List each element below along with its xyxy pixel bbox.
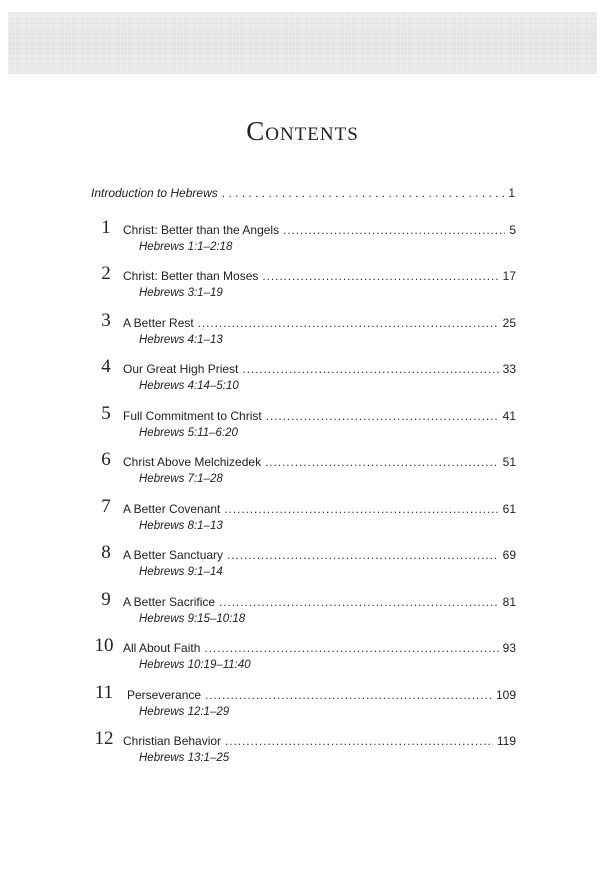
chapter-number: 6 bbox=[101, 449, 111, 470]
chapter-number: 10 bbox=[94, 635, 114, 656]
chapter-number: 12 bbox=[94, 728, 114, 749]
chapter-number: 2 bbox=[101, 263, 111, 284]
chapter-title: Christian Behavior bbox=[123, 734, 222, 748]
dot-leader bbox=[242, 362, 498, 376]
dot-leader bbox=[227, 548, 499, 562]
page-number: 119 bbox=[496, 734, 516, 748]
dot-leader bbox=[266, 409, 499, 423]
scripture-reference: Hebrews 8:1–13 bbox=[139, 520, 223, 532]
page-number: 5 bbox=[509, 223, 516, 237]
chapter-title: Christ Above Melchizedek bbox=[123, 455, 262, 469]
chapter-number: 8 bbox=[101, 542, 111, 563]
chapter-title: A Better Rest bbox=[123, 316, 194, 330]
page-number: 51 bbox=[502, 455, 516, 469]
dot-leader bbox=[283, 223, 505, 237]
toc-intro-entry[interactable] bbox=[91, 186, 515, 200]
chapter-number: 3 bbox=[101, 310, 111, 331]
scripture-reference: Hebrews 4:14–5:10 bbox=[139, 380, 239, 392]
dot-leader bbox=[222, 186, 505, 200]
scripture-reference: Hebrews 9:1–14 bbox=[139, 566, 223, 578]
scripture-reference: Hebrews 1:1–2:18 bbox=[139, 241, 233, 253]
page-number: 17 bbox=[502, 269, 516, 283]
dot-leader bbox=[204, 641, 498, 655]
dot-leader bbox=[225, 734, 493, 748]
header-banner bbox=[8, 12, 597, 74]
chapter-title: A Better Covenant bbox=[123, 502, 221, 516]
scripture-reference: Hebrews 12:1–29 bbox=[139, 706, 230, 718]
dot-leader bbox=[262, 269, 498, 283]
dot-leader bbox=[205, 688, 492, 702]
scripture-reference: Hebrews 7:1–28 bbox=[139, 473, 223, 485]
dot-leader bbox=[265, 455, 499, 469]
page-number: 41 bbox=[502, 409, 516, 423]
chapter-number: 9 bbox=[101, 589, 111, 610]
page-number: 33 bbox=[502, 362, 516, 376]
page-number: 61 bbox=[502, 502, 516, 516]
scripture-reference: Hebrews 4:1–13 bbox=[139, 334, 223, 346]
chapter-title: A Better Sanctuary bbox=[123, 548, 224, 562]
chapter-title: Our Great High Priest bbox=[123, 362, 239, 376]
chapter-title: Christ: Better than the Angels bbox=[123, 223, 280, 237]
chapter-title: Full Commitment to Christ bbox=[123, 409, 262, 423]
intro-page-number: 1 bbox=[508, 186, 515, 200]
dot-leader bbox=[219, 595, 499, 609]
chapter-title: Christ: Better than Moses bbox=[123, 269, 259, 283]
dot-leader bbox=[198, 316, 499, 330]
scripture-reference: Hebrews 3:1–19 bbox=[139, 287, 223, 299]
chapter-number: 7 bbox=[101, 496, 111, 517]
page-number: 25 bbox=[502, 316, 516, 330]
scripture-reference: Hebrews 9:15–10:18 bbox=[139, 613, 246, 625]
page-number: 109 bbox=[495, 688, 516, 702]
chapter-title: A Better Sacrifice bbox=[123, 595, 216, 609]
scripture-reference: Hebrews 13:1–25 bbox=[139, 752, 230, 764]
page-number: 81 bbox=[502, 595, 516, 609]
scripture-reference: Hebrews 5:11–6:20 bbox=[139, 427, 238, 439]
dot-leader bbox=[224, 502, 498, 516]
chapter-number: 5 bbox=[101, 403, 111, 424]
page-number: 69 bbox=[502, 548, 516, 562]
intro-label: Introduction to Hebrews bbox=[91, 186, 218, 200]
chapter-title: Perseverance bbox=[127, 688, 202, 702]
scripture-reference: Hebrews 10:19–11:40 bbox=[139, 659, 251, 671]
chapter-number: 4 bbox=[101, 356, 111, 377]
page-title: Contents bbox=[246, 116, 359, 146]
chapter-title: All About Faith bbox=[123, 641, 201, 655]
chapter-number: 1 bbox=[101, 217, 111, 238]
page-number: 93 bbox=[502, 641, 516, 655]
chapter-number: 11 bbox=[94, 682, 114, 703]
